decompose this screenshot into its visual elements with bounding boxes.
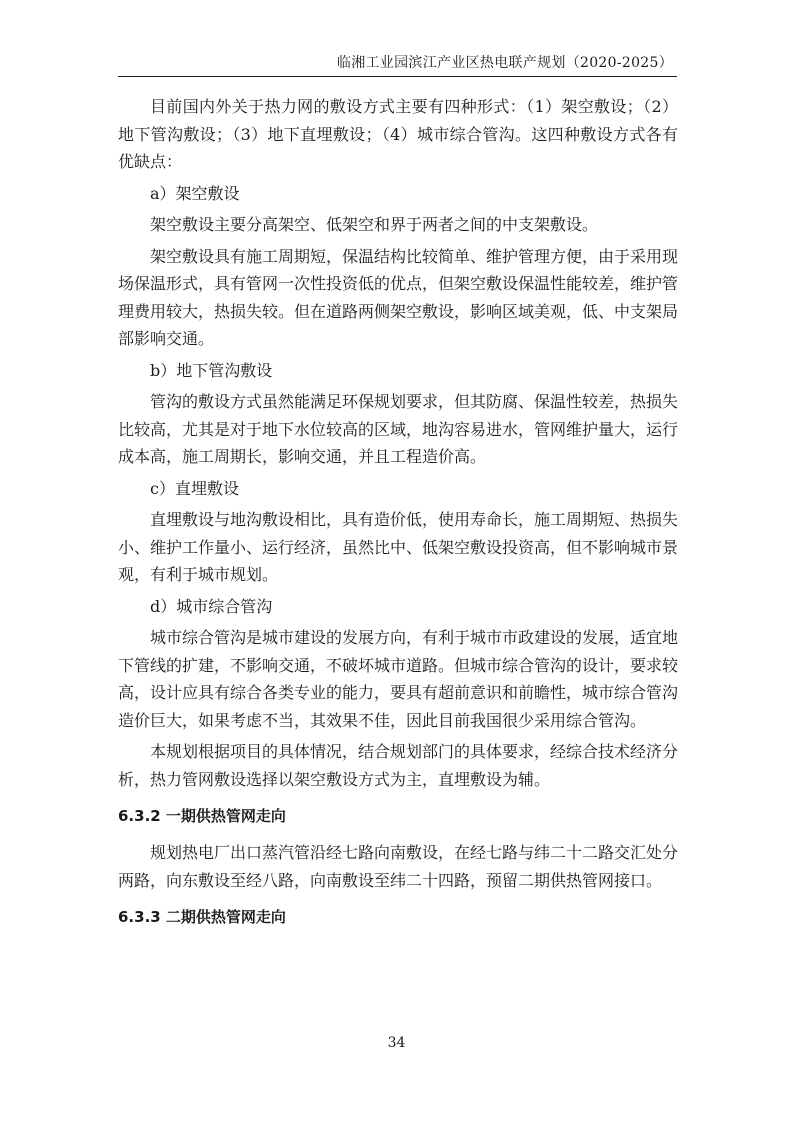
intro-paragraph: 目前国内外关于热力网的敷设方式主要有四种形式：（1）架空敷设；（2）地下管沟敷设；（3）地下直埋敷设；（4）城市综合管沟。这四种敷设方式各有优缺点： bbox=[118, 97, 678, 171]
subheading-overhead-laying: a）架空敷设 bbox=[150, 183, 240, 203]
page-body bbox=[118, 93, 678, 940]
overhead-paragraph-2: 架空敷设具有施工周期短，保温结构比较简单、维护管理方便，由于采用现场保温形式，具有管网一次性投资低的优点，但架空敷设保温性能较差，维护管理费用较大，热损失较。但在道路两侧架空敷设，影响区域美观，低、中支架局部影响交通。 bbox=[118, 246, 679, 348]
utility-tunnel-paragraph: 城市综合管沟是城市建设的发展方向，有利于城市市政建设的发展，适宜地下管线的扩建，不影响交通，不破坏城市道路。但城市综合管沟的设计，要求较高，设计应具有综合各类专业的能力，要具有超前意识和前瞻性，城市综合管沟造价巨大，如果考虑不当，其效果不佳，因此目前我国很少采用综合管沟。 bbox=[118, 628, 679, 730]
page-header bbox=[118, 50, 677, 77]
overhead-paragraph-1: 架空敷设主要分高架空、低架空和界于两者之间的中支架敷设。 bbox=[150, 215, 599, 234]
section-heading-6-3-3: 6.3.3 二期供热管网走向 bbox=[118, 908, 286, 926]
page-number: 34 bbox=[387, 1035, 406, 1051]
section-heading-6-3-2: 6.3.2 一期供热管网走向 bbox=[118, 807, 286, 825]
subheading-trench-laying: b）地下管沟敷设 bbox=[150, 360, 273, 380]
document-title: 临湘工业园滨江产业区热电联产规划（2020-2025） bbox=[336, 55, 673, 71]
subheading-direct-burial: c）直埋敷设 bbox=[150, 478, 239, 498]
section-6-3-2-paragraph: 规划热电厂出口蒸汽管沿经七路向南敷设，在经七路与纬二十二路交汇处分两路，向东敷设至经八路，向南敷设至纬二十四路，预留二期供热管网接口。 bbox=[118, 843, 679, 890]
direct-burial-paragraph: 直埋敷设与地沟敷设相比，具有造价低，使用寿命长，施工周期短、热损失小、维护工作量小、运行经济，虽然比中、低架空敷设投资高，但不影响城市景观，有利于城市规划。 bbox=[118, 510, 679, 584]
trench-paragraph: 管沟的敷设方式虽然能满足环保规划要求，但其防腐、保温性较差，热损失比较高，尤其是对于地下水位较高的区域，地沟容易进水，管网维护量大，运行成本高，施工周期长，影响交通，并且工程造价高。 bbox=[118, 392, 679, 466]
conclusion-paragraph: 本规划根据项目的具体情况，结合规划部门的具体要求，经综合技术经济分析，热力管网敷设选择以架空敷设方式为主，直埋敷设为辅。 bbox=[118, 742, 679, 789]
subheading-utility-tunnel: d）城市综合管沟 bbox=[150, 596, 273, 616]
